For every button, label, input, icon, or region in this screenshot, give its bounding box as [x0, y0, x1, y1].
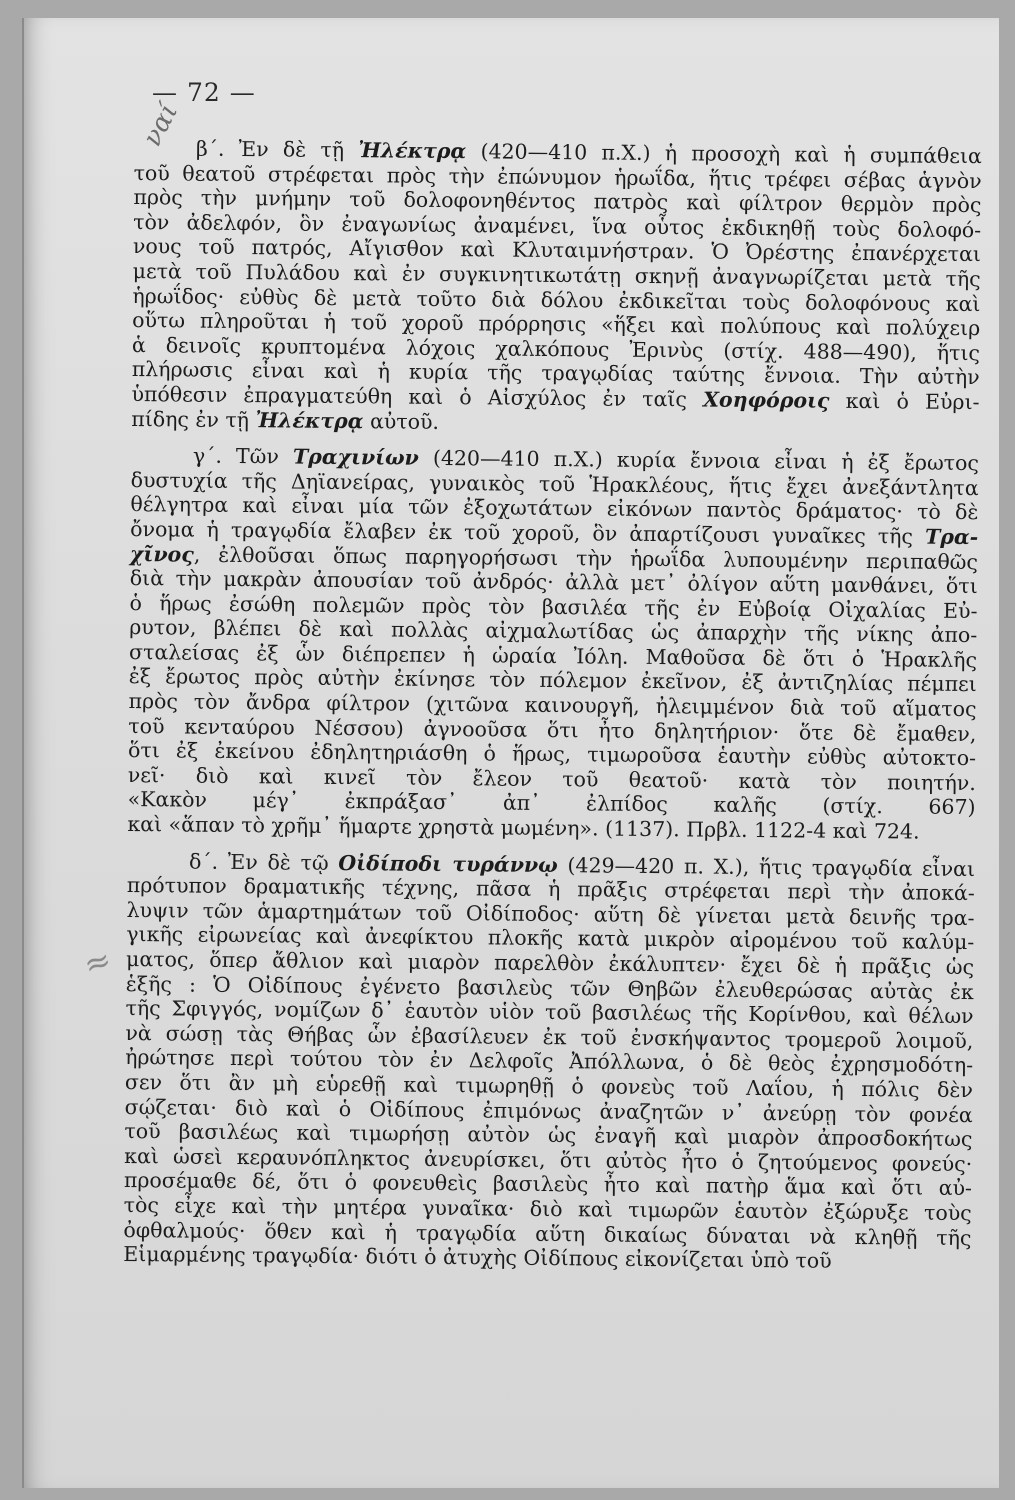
text-run: διὰ τὴν μακρὰν ἀπουσίαν τοῦ ἀνδρός· ἀλλὰ μετ᾽ ὀλίγον αὕτη μανθάνει, ὅτι: [129, 566, 978, 599]
text-run: γικῆς εἰρωνείας καὶ ἀνεφίκτου πλοκῆς κατὰ μικρὸν αἰρομένου τοῦ καλύμ-: [126, 922, 975, 955]
text-run: ἁ δεινοῖς κρυπτομένα λόχοις χαλκόπους Ἐρινὺς (στίχ. 488—490), ἥτις: [131, 332, 981, 365]
title-italic: χῖνος: [129, 541, 194, 567]
text-run: δ΄. Ἐν δὲ τῷ: [188, 849, 339, 875]
text-run: πρὸς τὴν μνήμην τοῦ δολοφονηθέντος πατρὸς καὶ φίλτρον θερμὸν πρὸς: [133, 185, 982, 218]
text-run: ὁ ἥρως ἐσώθη πολεμῶν πρὸς τὸν βασιλέα τῆς ἐν Εὐβοίᾳ Οἰχαλίας Εὐ-: [129, 590, 978, 623]
text-run: οὕτω πληροῦται ἡ τοῦ χοροῦ πρόρρησις «ἥξει καὶ πολύπους καὶ πολύχειρ: [132, 308, 981, 341]
text-run: σταλείσας ἐξ ὧν διέπρεπεν ἡ ὡραία Ἰόλη. Μαθοῦσα δὲ ὅτι ὁ Ἡρακλῆς: [128, 639, 978, 672]
text-run: νεῖ· διὸ καὶ κινεῖ τὸν ἔλεον τοῦ θεατοῦ· κατὰ τὸν ποιητήν.: [127, 762, 976, 795]
text-run: τοῦ θεατοῦ στρέφεται πρὸς τὴν ἐπώνυμον ἡρωΐδα, ἥτις τρέφει σέβας ἁγνὸν: [133, 160, 982, 193]
text-run: (420—410 π.Χ.) κυρία ἔννοια εἶναι ἡ ἐξ ἔρωτος: [418, 445, 980, 476]
text-run: ἡρωΐδος· εὐθὺς δὲ μετὰ τοῦτο διὰ δόλου ἐκδικεῖται τοὺς δολοφόνους καὶ: [132, 283, 981, 316]
text-run: τῆς Σφιγγός, νομίζων δ᾽ ἑαυτὸν υἱὸν τοῦ βασιλέως τῆς Κορίνθου, καὶ θέλων: [125, 996, 974, 1029]
text-run: ὀφθαλμούς· ὅθεν καὶ ἡ τραγῳδία αὕτη δικαίως δύναται νὰ κληθῇ τῆς: [123, 1217, 972, 1250]
text-run: καὶ ὡσεὶ κεραυνόπληκτος ἀνευρίσκει, ὅτι αὐτὸς ἦτο ὁ ζητούμενος φονεύς·: [124, 1143, 973, 1176]
text-run: πίδης ἐν τῇ: [131, 406, 256, 432]
text-run: καὶ ὁ Εὐρι-: [829, 388, 980, 415]
text-run: , ἐλθοῦσαι ὅπως παρηγορήσωσι τὴν ἡρωΐδα λυπουμένην περιπαθῶς: [193, 542, 979, 574]
text-run: νους τοῦ πατρός, Αἴγισθον καὶ Κλυταιμνήστραν. Ὁ Ὀρέστης ἐπανέρχεται: [132, 234, 982, 267]
text-run: ὄνομα ἡ τραγῳδία ἔλαβεν ἐκ τοῦ χοροῦ, ὃν ἀπαρτίζουσι γυναῖκες τῆς: [130, 516, 926, 549]
text-run: σῴζεται· διὸ καὶ ὁ Οἰδίπους ἐπιμόνως ἀναζητῶν ν᾽ ἀνεύρῃ τὸν φονέα: [124, 1094, 973, 1127]
handwritten-margin-note: ναί: [137, 98, 185, 152]
title-italic: Ἠλέκτρᾳ: [255, 407, 364, 433]
title-italic: Ἠλέκτρᾳ: [358, 138, 467, 164]
paragraph-beta: [131, 136, 982, 439]
text-run: αὐτοῦ.: [363, 408, 440, 434]
text-run: ρυτον, βλέπει δὲ καὶ πολλὰς αἰχμαλωτίδας ὡς ἀπαρχὴν τῆς νίκης ἀπο-: [129, 615, 978, 648]
text-run: ἐξ ἔρωτος πρὸς αὐτὴν ἐκίνησε τὸν πόλεμον ἐκεῖνον, ἐξ ἀντιζηλίας πέμπει: [128, 664, 977, 697]
book-page: [22, 18, 999, 1488]
text-run: «Κακὸν μέγ᾽ ἐκπράξασ᾽ ἀπ᾽ ἐλπίδος καλῆς (στίχ. 667): [127, 787, 976, 820]
text-run: ἑξῆς : Ὁ Οἰδίπους ἐγένετο βασιλεὺς τῶν Θηβῶν ἐλευθερώσας αὐτὰς ἐκ: [125, 971, 974, 1004]
paragraph-delta: [123, 849, 975, 1275]
text-run: τὸς εἶχε καὶ τὴν μητέρα γυναῖκα· διὸ καὶ τιμωρῶν ἑαυτὸν ἐξώρυξε τοὺς: [123, 1192, 972, 1226]
text-run: νὰ σώσῃ τὰς Θήβας ὧν ἐβασίλευεν ἐκ τοῦ ἐνσκήψαντος τρομεροῦ λοιμοῦ,: [125, 1020, 974, 1053]
text-run: β΄. Ἐν δὲ τῇ: [195, 136, 359, 163]
text-run: τοῦ κενταύρου Νέσσου) ἀγνοοῦσα ὅτι ἦτο δηλητήριον· ὅτε δὲ ἔμαθεν,: [128, 713, 977, 746]
text-run: Εἱμαρμένης τραγῳδία· διότι ὁ ἀτυχὴς Οἰδίπους εἰκονίζεται ὑπὸ τοῦ: [123, 1242, 832, 1273]
page-number: — 72 —: [152, 78, 256, 107]
text-run: προσέμαθε δέ, ὅτι ὁ φονευθεὶς βασιλεὺς ἦτο καὶ πατὴρ ἅμα καὶ ὅτι αὐ-: [123, 1168, 973, 1201]
text-run: σεν ὅτι ἂν μὴ εὑρεθῇ καὶ τιμωρηθῇ ὁ φονεὺς τοῦ Λαΐου, ἡ πόλις δὲν: [124, 1069, 973, 1103]
text-run: τοῦ βασιλέως καὶ τιμωρήσῃ αὐτὸν ὡς ἐναγῆ καὶ μιαρὸν ἀπροσδοκήτως: [124, 1119, 973, 1152]
text-run: λυψιν τῶν ἁμαρτημάτων τοῦ Οἰδίποδος· αὕτη δὲ γίνεται μετὰ δεινῆς τρα-: [126, 897, 975, 930]
text-run: τὸν ἀδελφόν, ὃν ἐναγωνίως ἀναμένει, ἵνα οὗτος ἐκδικηθῇ τοὺς δολοφό-: [133, 209, 982, 242]
text-run: ἠρώτησε περὶ τούτου τὸν ἐν Δελφοῖς Ἀπόλλωνα, ὁ δὲ θεὸς ἐχρησμοδότη-: [125, 1045, 974, 1078]
text-run: δυστυχία τῆς Δηϊανείρας, γυναικὸς τοῦ Ἡρακλέους, ἥτις ἔχει ἀνεξάντλητα: [130, 467, 979, 500]
title-italic: Τρα-: [924, 524, 979, 550]
text-run: γ΄. Τῶν: [192, 443, 294, 469]
title-italic: Οἰδίποδι τυράννῳ: [338, 850, 558, 877]
text-run: ὑπόθεσιν ἐπραγματεύθη καὶ ὁ Αἰσχύλος ἐν ταῖς: [131, 381, 704, 412]
text-run: (429—420 π. Χ.), ἥτις τραγῳδία εἶναι: [557, 852, 976, 881]
handwritten-margin-mark: ≈: [78, 939, 117, 985]
text-run: πλήρωσις εἶναι καὶ ἡ κυρία τῆς τραγῳδίας ταύτης ἔννοια. Τὴν αὐτὴν: [131, 357, 980, 390]
text-run: (420—410 π.Χ.) ἡ προσοχὴ καὶ ἡ συμπάθεια: [466, 139, 982, 169]
paragraph-gamma: [127, 443, 979, 845]
text-run: μετὰ τοῦ Πυλάδου καὶ ἐν συγκινητικωτάτῃ σκηνῇ ἀναγνωρίζεται μετὰ τῆς: [132, 258, 981, 292]
text-run: θέλγητρα καὶ εἶναι μία τῶν ἐξοχωτάτων εἰκόνων παντὸς δράματος· τὸ δὲ: [130, 492, 979, 525]
title-italic: Χοηφόροις: [702, 387, 830, 413]
text-run: καὶ «ἅπαν τὸ χρῆμ᾽ ἥμαρτε χρηστὰ μωμένη». (1137). Πρβλ. 1122-4 καὶ 724.: [127, 812, 920, 844]
text-run: πρὸς τὸν ἄνδρα φίλτρον (χιτῶνα καινουργῆ, ἠλειμμένον διὰ τοῦ αἵματος: [128, 689, 977, 722]
title-italic: Τραχινίων: [292, 444, 419, 470]
page-body-text: [123, 136, 982, 1275]
text-run: ματος, ὅπερ ἄθλιον καὶ μιαρὸν παρελθὸν ἐκάλυπτεν· ἔχει δὲ ἡ πρᾶξις ὡς: [125, 946, 975, 980]
text-run: ὅτι ἐξ ἐκείνου ἐδηλητηριάσθη ὁ ἥρως, τιμωροῦσα ἑαυτὴν εὐθὺς αὐτοκτο-: [127, 738, 977, 771]
text-run: πρότυπον δραματικῆς τέχνης, πᾶσα ἡ πρᾶξις στρέφεται περὶ τὴν ἀποκά-: [126, 873, 975, 906]
